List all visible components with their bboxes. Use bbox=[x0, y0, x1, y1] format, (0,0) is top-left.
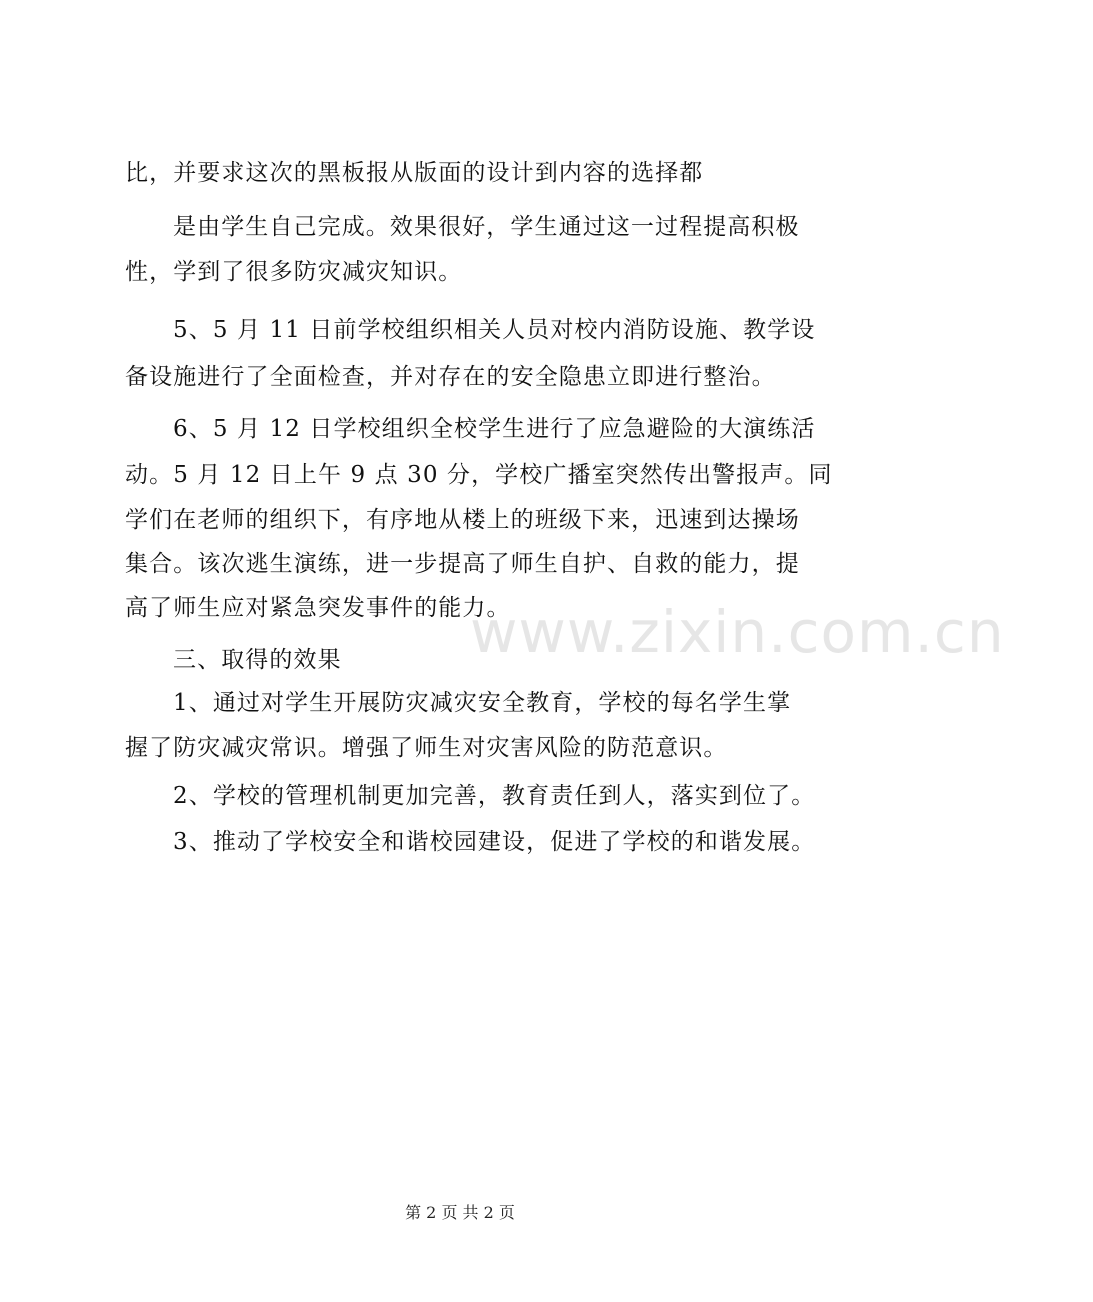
paragraph-line: 3、推动了学校安全和谐校园建设，促进了学校的和谐发展。 bbox=[173, 829, 816, 855]
paragraph-line: 5、5 月 11 日前学校组织相关人员对校内消防设施、教学设 bbox=[173, 317, 816, 343]
page-footer: 第 2 页 共 2 页 bbox=[405, 1203, 515, 1222]
paragraph-line: 握了防灾减灾常识。增强了师生对灾害风险的防范意识。 bbox=[125, 735, 728, 761]
watermark: www.zixin.com.cn bbox=[470, 598, 1005, 666]
paragraph-line: 比，并要求这次的黑板报从版面的设计到内容的选择都 bbox=[125, 160, 704, 186]
paragraph-line: 备设施进行了全面检查，并对存在的安全隐患立即进行整治。 bbox=[125, 364, 776, 390]
paragraph-line: 6、5 月 12 日学校组织全校学生进行了应急避险的大演练活 bbox=[173, 416, 816, 442]
paragraph-line: 1、通过对学生开展防灾减灾安全教育，学校的每名学生掌 bbox=[173, 690, 792, 716]
paragraph-line: 动。5 月 12 日上午 9 点 30 分，学校广播室突然传出警报声。同 bbox=[125, 462, 833, 488]
section-heading: 三、取得的效果 bbox=[173, 647, 342, 673]
paragraph-line: 性，学到了很多防灾减灾知识。 bbox=[125, 259, 463, 285]
paragraph-line: 高了师生应对紧急突发事件的能力。 bbox=[125, 595, 511, 621]
paragraph-line: 是由学生自己完成。效果很好，学生通过这一过程提高积极 bbox=[173, 214, 800, 240]
paragraph-line: 集合。该次逃生演练，进一步提高了师生自护、自救的能力，提 bbox=[125, 551, 800, 577]
paragraph-line: 2、学校的管理机制更加完善，教育责任到人，落实到位了。 bbox=[173, 783, 816, 809]
paragraph-line: 学们在老师的组织下，有序地从楼上的班级下来，迅速到达操场 bbox=[125, 507, 800, 533]
